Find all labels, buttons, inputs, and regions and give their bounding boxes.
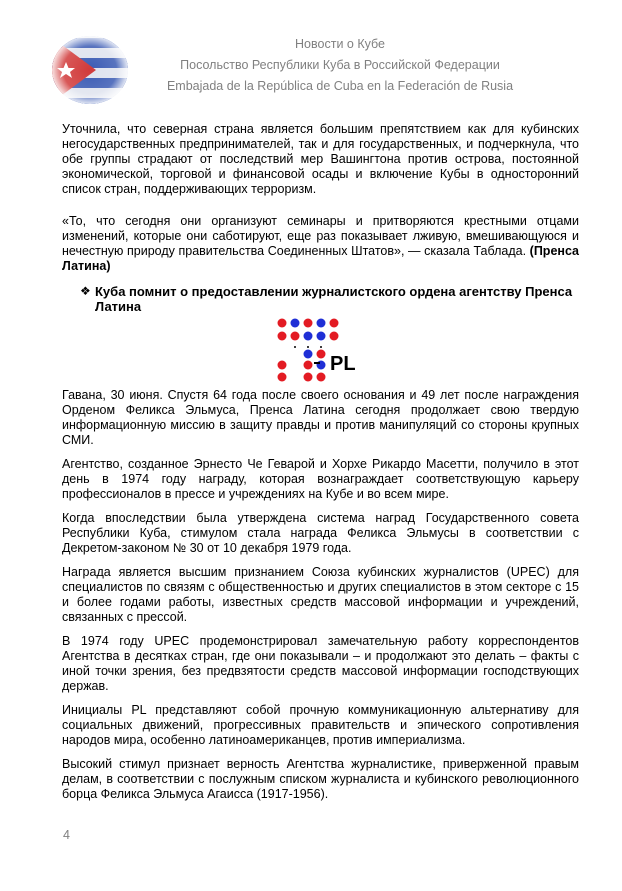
paragraph: В 1974 году UPEC продемонстрировал замечательную работу корреспондентов Агентства в десятках стран, где они показывали – и продолжают это делать – факты с иной точки зрения, без предвзятости средств массовой информации господствующих держав.	[62, 634, 579, 693]
prensa-latina-logo	[276, 318, 366, 382]
header-embassy-es: Embajada de la República de Cuba en la Federación de Rusia	[166, 79, 514, 93]
document-body	[62, 122, 579, 811]
quote-text: «То, что сегодня они организуют семинары и притворяются крестными отцами изменений, которые они саботируют, еще раз показывает лживую, вмешивающуюся и нечестную природу правительства Соединенных Штатов», — сказала Таблада.	[62, 214, 579, 258]
document-header	[140, 34, 540, 97]
paragraph: Уточнила, что северная страна является большим препятствием как для кубинских негосударственных предпринимателей, так и для государственных, и подчеркнула, что обе группы страдают от последствий мер Вашингтона против острова, постоянной экономической, торговой и финансовой осады и включение Кубы в односторонний список стран, поддерживающих терроризм.	[62, 122, 579, 196]
diamond-bullet-icon: ❖	[80, 284, 91, 298]
header-embassy-ru: Посольство Республики Куба в Российской Федерации	[180, 58, 500, 72]
page-number: 4	[63, 828, 70, 842]
source-label: (Пренса Латина)	[62, 244, 579, 273]
paragraph: Высокий стимул признает верность Агентства журналистике, приверженной правым делам, в соответствии с послужным списком журналиста и кубинского революционного борца Феликса Эльмуса Агаисса (1917-1956).	[62, 757, 579, 801]
paragraph: Агентство, созданное Эрнесто Че Геварой и Хорхе Рикардо Масетти, получило в этот день в 1974 году награду, которая вознаграждает соответствующую карьеру профессионалов в прессе и учреждениях на Кубе и во всем мире.	[62, 457, 579, 501]
paragraph: Когда впоследствии была утверждена система наград Государственного совета Республики Куба, стимулом стала награда Феликса Эльмусы в соответствии с Декретом-законом № 30 от 10 декабря 1979 года.	[62, 511, 579, 555]
paragraph: Гавана, 30 июня. Спустя 64 года после своего основания и 49 лет после награждения Орденом Феликса Эльмуса, Пренса Латина сегодня продолжает свою твердую информационную миссию в защиту правды и против манипуляций со стороны крупных СМИ.	[62, 388, 579, 447]
header-title: Новости о Кубе	[295, 37, 385, 51]
paragraph: Награда является высшим признанием Союза кубинских журналистов (UPEC) для специалистов по связям с общественностью и других специалистов в этом секторе с 15 и более годами работы, известных средств массовой информации и учреждений, связанных с прессой.	[62, 565, 579, 624]
paragraph: Инициалы PL представляют собой прочную коммуникационную альтернативу для социальных движений, прогрессивных правительств и эпического сопротивления народов мира, особенно латиноамериканцев, против империализма.	[62, 703, 579, 747]
headline-text: Куба помнит о предоставлении журналистского ордена агентству Пренса Латина	[95, 284, 573, 314]
article-headline	[62, 284, 579, 314]
cuba-flag-logo	[50, 28, 130, 108]
pl-logo-text: PL	[329, 353, 356, 375]
quote-paragraph	[62, 214, 579, 274]
